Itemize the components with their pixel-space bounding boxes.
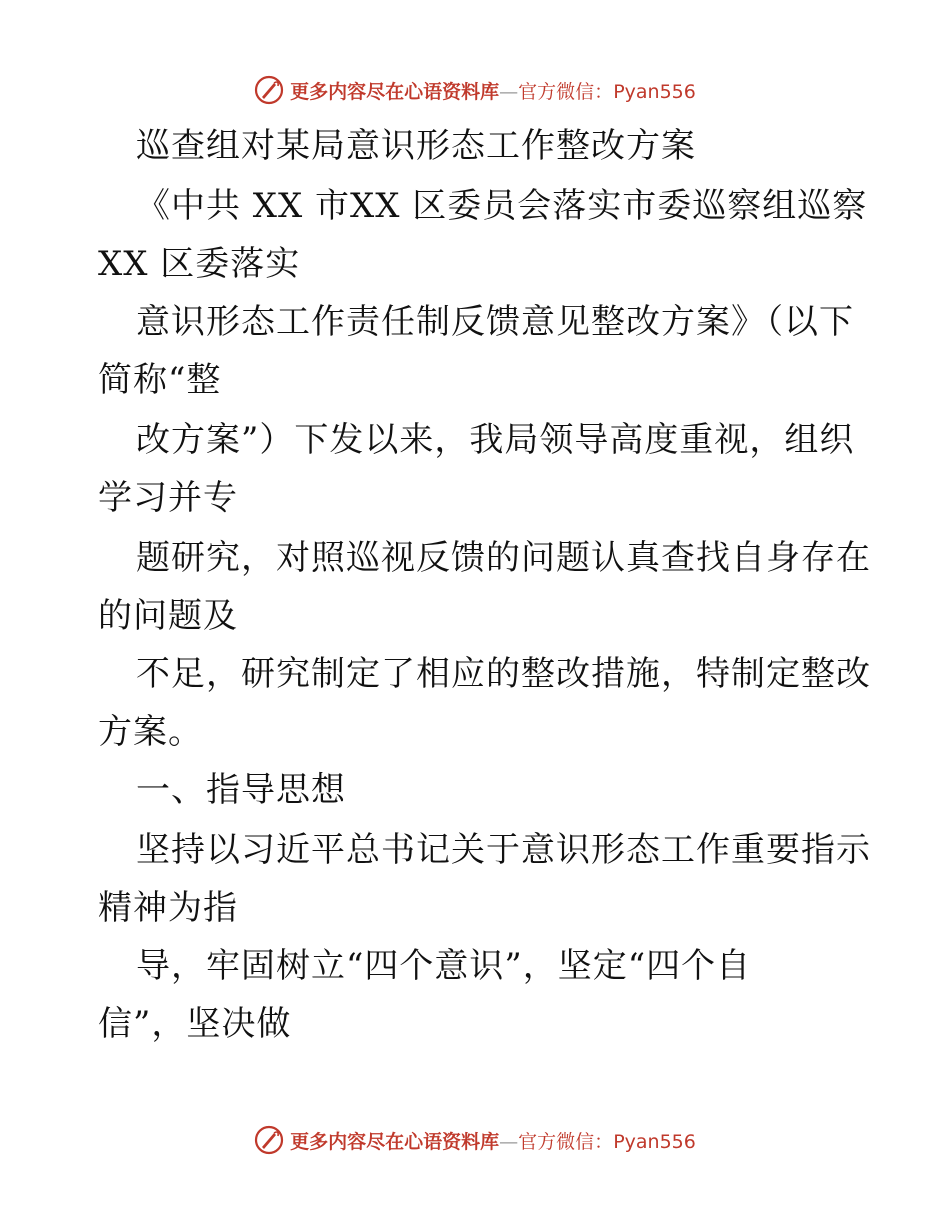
- banner-label: 官方微信：: [518, 1130, 614, 1153]
- footer-banner: [0, 1122, 950, 1158]
- doc-line: 精神为指: [98, 888, 238, 928]
- doc-line: 信”，坚决做: [98, 1004, 292, 1044]
- quill-logo-icon: [254, 1125, 284, 1155]
- doc-line: 坚持以习近平总书记关于意识形态工作重要指示: [136, 830, 871, 870]
- doc-line: 《中共 XX 市XX 区委员会落实市委巡察组巡察: [136, 186, 868, 226]
- doc-line: 导，牢固树立“四个意识”，坚定“四个自: [136, 946, 752, 986]
- header-banner: [0, 72, 950, 108]
- doc-line: 简称“整: [98, 360, 222, 400]
- banner-label: 官方微信：: [518, 80, 614, 103]
- doc-title: 巡查组对某局意识形态工作整改方案: [136, 126, 696, 166]
- banner-brand: 更多内容尽在心语资料库: [290, 80, 500, 103]
- doc-line: 的问题及: [98, 596, 238, 636]
- banner-wechat-id: Pyan556: [613, 80, 696, 103]
- doc-line: XX 区委落实: [98, 244, 301, 284]
- doc-line: 方案。: [98, 712, 203, 752]
- doc-line: 意识形态工作责任制反馈意见整改方案》（以下: [136, 302, 854, 342]
- doc-line: 不足，研究制定了相应的整改措施，特制定整改: [136, 654, 871, 694]
- section-heading: 一、指导思想: [136, 770, 346, 810]
- banner-dash: —: [499, 80, 519, 103]
- banner-dash: —: [499, 1130, 519, 1153]
- doc-line: 题研究，对照巡视反馈的问题认真查找自身存在: [136, 538, 871, 578]
- banner-brand: 更多内容尽在心语资料库: [290, 1130, 500, 1153]
- doc-line: 学习并专: [98, 478, 238, 518]
- doc-line: 改方案”）下发以来，我局领导高度重视，组织: [136, 420, 855, 460]
- quill-logo-icon: [254, 75, 284, 105]
- banner-wechat-id: Pyan556: [613, 1130, 696, 1153]
